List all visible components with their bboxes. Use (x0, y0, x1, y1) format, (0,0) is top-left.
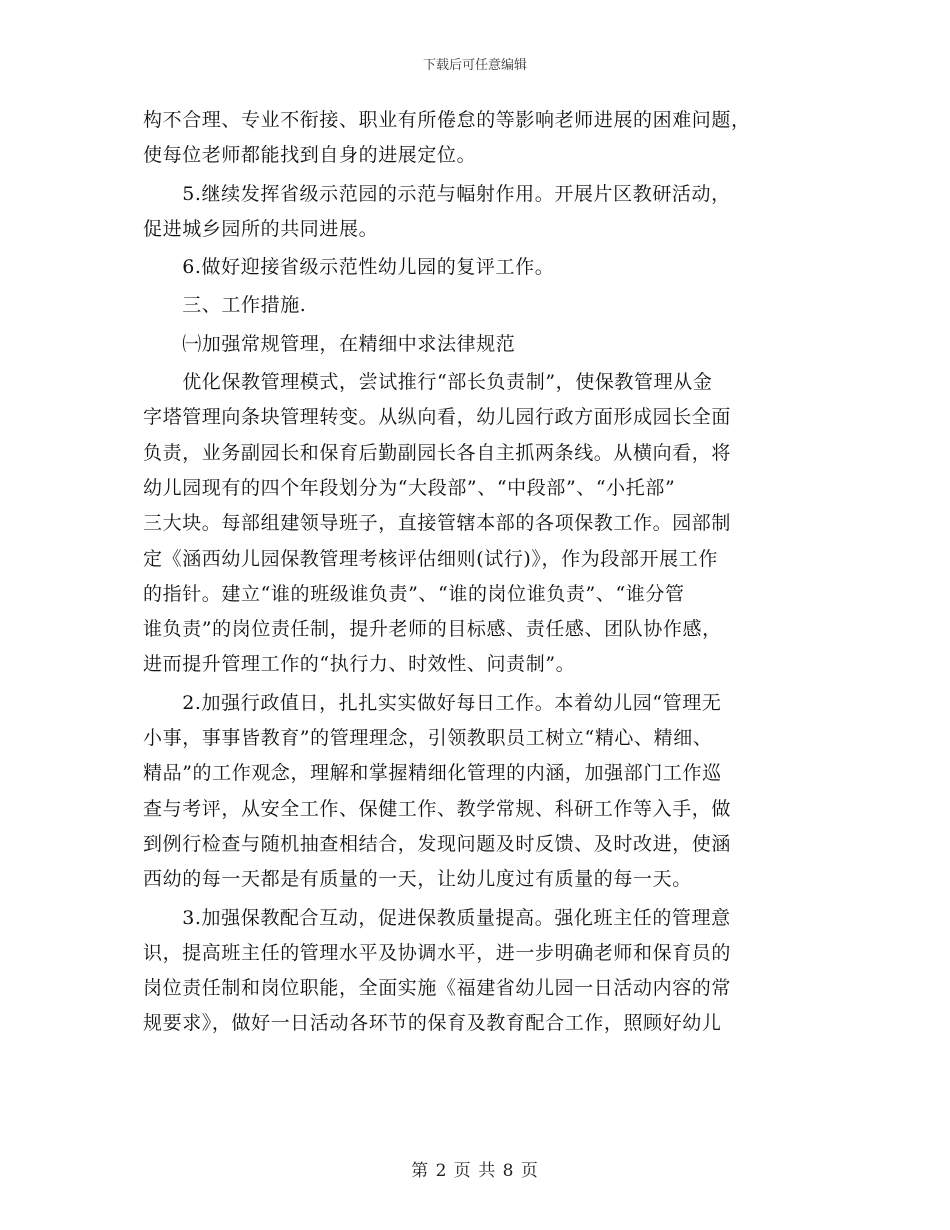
subsection-heading: ㈠加强常规管理，在精细中求法律规范 (143, 332, 516, 355)
text-line: 3.加强保教配合互动，促进保教质量提高。强化班主任的管理意 (143, 906, 731, 929)
text-line: 幼儿园现有的四个年段划分为“大段部”、“中段部”、“小托部” (143, 476, 676, 499)
text-line: 精品”的工作观念，理解和掌握精细化管理的内涵，加强部门工作巡 (143, 762, 722, 785)
text-line: 构不合理、专业不衔接、职业有所倦怠的等影响老师进展的困难问题， (143, 109, 751, 131)
text-line: 查与考评，从安全工作、保健工作、教学常规、科研工作等入手，做 (143, 797, 732, 820)
text-line: 到例行检查与随机抽查相结合，发现问题及时反馈、及时改进，使涵 (143, 832, 732, 855)
text-line: 识，提高班主任的管理水平及协调水平，进一步明确老师和保育员的 (143, 941, 732, 964)
text-line: 的指针。建立“谁的班级谁负责”、“谁的岗位谁负责”、“谁分管 (143, 582, 685, 605)
text-line: 定《涵西幼儿园保教管理考核评估细则(试行)》，作为段部开展工作 (143, 547, 718, 570)
text-line: 小事，事事皆教育”的管理理念，引领教职员工树立“精心、精细、 (143, 727, 713, 750)
text-line: 6.做好迎接省级示范性幼儿园的复评工作。 (143, 256, 555, 279)
document-body (143, 103, 807, 1042)
text-line: 字塔管理向条块管理转变。从纵向看，幼儿园行政方面形成园长全面 (143, 406, 732, 429)
text-line: 负责，业务副园长和保育后勤副园长各自主抓两条线。从横向看，将 (143, 441, 732, 464)
text-line: 谁负责”的岗位责任制，提升老师的目标感、责任感、团队协作感， (143, 618, 722, 641)
text-line: 西幼的每一天都是有质量的一天，让幼儿度过有质量的每一天。 (143, 868, 692, 891)
text-line: 使每位老师都能找到自身的进展定位。 (143, 144, 477, 167)
text-line: 优化保教管理模式，尝试推行“部长负责制”，使保教管理从金 (143, 371, 713, 394)
page-header: 下载后可任意编辑 (422, 58, 527, 73)
text-line: 促进城乡园所的共同进展。 (143, 217, 379, 240)
text-line: 三大块。每部组建领导班子，直接管辖本部的各项保教工作。园部制 (143, 512, 732, 535)
text-line: 岗位责任制和岗位职能，全面实施《福建省幼儿园一日活动内容的常 (143, 977, 732, 1000)
text-line: 5.继续发挥省级示范园的示范与幅射作用。开展片区教研活动， (143, 182, 731, 205)
text-line: 2.加强行政值日，扎扎实实做好每日工作。本着幼儿园“管理无 (143, 691, 722, 714)
text-line: 进而提升管理工作的“执行力、时效性、问责制”。 (143, 653, 576, 676)
page-footer: 第 2 页 共 8 页 (411, 1161, 539, 1181)
section-heading: 三、工作措施. (143, 294, 307, 317)
text-line: 规要求》，做好一日活动各环节的保育及教育配合工作，照顾好幼儿 (143, 1012, 722, 1035)
